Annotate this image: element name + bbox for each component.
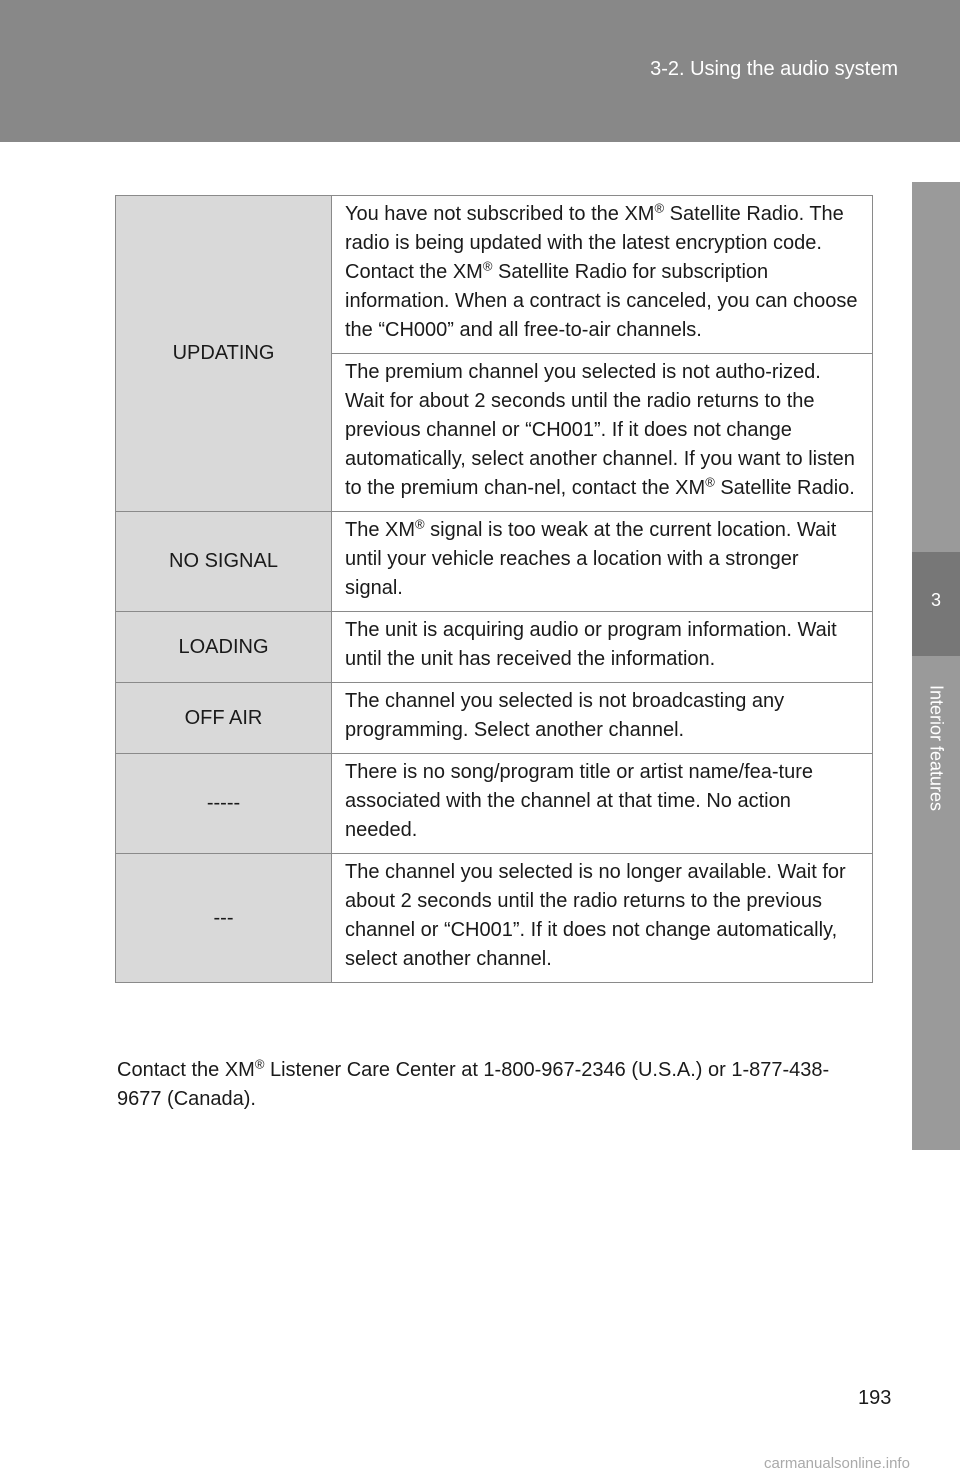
- registered-mark: ®: [482, 258, 493, 274]
- section-title: 3-2. Using the audio system: [650, 58, 898, 80]
- table-row: [116, 854, 873, 983]
- message-description: The channel you selected is no longer available. Wait for about 2 seconds until the radio returns to the previous channel or “CH001”. If it does not change automatically, select another channel.: [332, 854, 873, 983]
- message-code: OFF AIR: [116, 683, 332, 754]
- table-row: [116, 612, 873, 683]
- registered-mark: ®: [415, 516, 425, 532]
- message-code: LOADING: [116, 612, 332, 683]
- watermark: carmanualsonline.info: [764, 1455, 910, 1472]
- contact-note: Contact the XM® Listener Care Center at 1-800-967-2346 (U.S.A.) or 1-877-438-9677 (Canada).: [117, 1056, 830, 1110]
- message-code: UPDATING: [116, 196, 332, 512]
- chapter-label-box: [912, 656, 960, 840]
- table-row: [116, 754, 873, 854]
- message-description: There is no song/program title or artist name/fea-ture associated with the channel at that time. No action needed.: [332, 754, 873, 854]
- message-description: You have not subscribed to the XM® Satellite Radio. The radio is being updated with the latest encryption code. Contact the XM® Satellite Radio for subscription information. When a contract is canceled, you can choose the “CH000” and all free-to-air channels.: [332, 196, 873, 354]
- message-code: -----: [116, 754, 332, 854]
- message-description: The unit is acquiring audio or program information. Wait until the unit has received the information.: [332, 612, 873, 683]
- message-table: [115, 195, 873, 983]
- message-description: The premium channel you selected is not autho-rized. Wait for about 2 seconds until the radio returns to the previous channel or “CH001”. If it does not change automatically, select another channel. If you want to listen to the premium chan-nel, contact the XM® Satellite Radio.: [332, 354, 873, 512]
- registered-mark: ®: [705, 474, 715, 490]
- message-description: The channel you selected is not broadcasting any programming. Select another channel.: [332, 683, 873, 754]
- page-number: 193: [858, 1387, 892, 1409]
- table-row: [116, 683, 873, 754]
- table-row: [116, 512, 873, 612]
- chapter-number: 3: [930, 590, 941, 610]
- chapter-number-box: [912, 552, 960, 656]
- message-code: NO SIGNAL: [116, 512, 332, 612]
- page-header: [0, 0, 960, 142]
- message-code: ---: [116, 854, 332, 983]
- chapter-label: Interior features: [926, 684, 947, 812]
- table-row: [116, 196, 873, 354]
- message-description: The XM® signal is too weak at the current location. Wait until your vehicle reaches a location with a stronger signal.: [332, 512, 873, 612]
- registered-mark: ®: [654, 200, 665, 216]
- registered-mark: ®: [254, 1056, 265, 1072]
